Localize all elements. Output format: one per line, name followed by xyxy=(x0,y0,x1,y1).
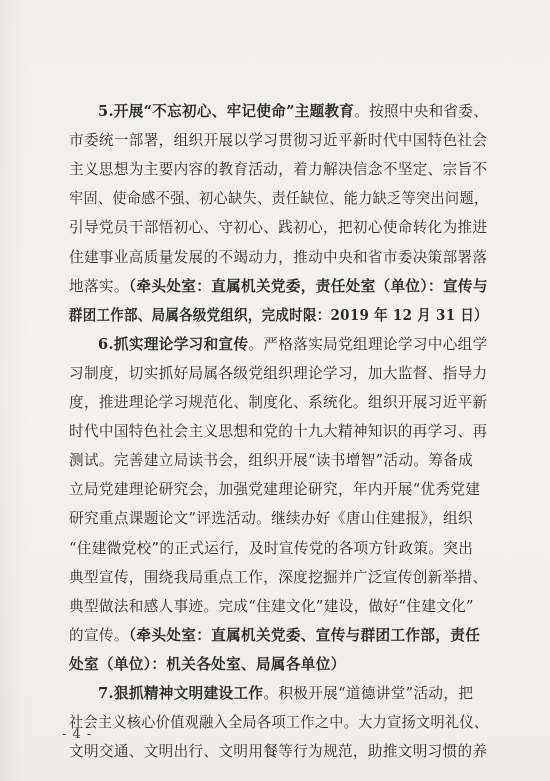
page-number: - 4 - xyxy=(62,727,93,742)
bold-text: 5.开展“不忘初心、牢记使命”主题教育 xyxy=(98,103,355,120)
section-6-line xyxy=(69,509,473,529)
section-6-line xyxy=(69,655,346,675)
section-7-line xyxy=(69,742,487,762)
section-5-line xyxy=(98,102,488,122)
body-text: 典型宣传，围绕我局重点工作，深度挖掘并广泛宣传创新举措、 xyxy=(69,568,488,586)
section-6-line xyxy=(69,597,474,617)
section-5-line xyxy=(69,131,487,151)
body-text: 文明交通、文明出行、文明用餐等行为规范，助推文明习惯的养 xyxy=(69,743,488,761)
body-text: 度，推进理论学习规范化、制度化、系统化。组织开展习近平新 xyxy=(69,394,488,411)
section-5-line xyxy=(69,277,488,297)
bold-text: 群团工作部、局属各级党组织，完成时限：2019 年 12 月 31 日） xyxy=(69,306,488,324)
body-text: 。积极开展“道德讲堂”活动，把 xyxy=(263,685,474,702)
scan-shadow xyxy=(0,0,28,781)
body-text: 测试。完善建立局读书会，组织开展“读书增智”活动。筹备成 xyxy=(69,452,474,470)
body-text: 立局党建理论研究会，加强党建理论研究，年内开展“优秀党建 xyxy=(69,481,481,499)
body-text: 的宣传。 xyxy=(69,626,129,644)
body-text: 住建事业高质量发展的不竭动力，推动中央和省市委决策部署落 xyxy=(69,248,488,266)
section-6-line xyxy=(98,335,488,355)
section-5-line xyxy=(69,248,487,268)
body-text: 主义思想为主要内容的教育活动，着力解决信念不坚定、宗旨不 xyxy=(69,161,488,179)
body-text: 习制度，切实抓好局属各级党组织理论学习，加大监督、指导力 xyxy=(69,364,488,382)
section-6-line xyxy=(69,451,473,471)
section-6-line xyxy=(69,539,473,559)
bold-text: 6.抓实理论学习和宣传 xyxy=(98,335,249,353)
section-6-line xyxy=(69,568,487,588)
section-7-line xyxy=(69,713,488,733)
body-text: 地落实。 xyxy=(69,277,129,295)
bold-text: （牵头处室：直属机关党委，责任处室（单位）：宣传与 xyxy=(128,277,488,295)
section-5-line xyxy=(69,189,488,209)
body-text: 引导党员干部悟初心、守初心、践初心，把初心使命转化为推进 xyxy=(69,219,488,237)
body-text: 社会主义核心价值观融入全局各项工作之中。大力宣扬文明礼仪、 xyxy=(69,714,489,732)
section-6-line xyxy=(69,393,487,413)
body-text: 牢固、使命感不强、初心缺失、责任缺位、能力缺乏等突出问题， xyxy=(69,190,489,208)
body-text: 时代中国特色社会主义思想和党的十九大精神知识的再学习、再 xyxy=(69,423,488,441)
body-text: 。按照中央和省委、 xyxy=(354,103,489,120)
body-text: 研究重点课题论文”评选活动。继续办好《唐山住建报》，组织 xyxy=(69,510,473,528)
section-5-line xyxy=(69,306,488,326)
section-6-line xyxy=(69,364,487,384)
section-5-line xyxy=(69,160,487,180)
section-7-line xyxy=(98,684,473,704)
bold-text: 7.狠抓精神文明建设工作 xyxy=(98,685,264,702)
section-6-line xyxy=(69,422,487,442)
bold-text: 处室（单位）：机关各处室、局属各单位） xyxy=(69,655,346,673)
body-text: 市委统一部署，组织开展以学习贯彻习近平新时代中国特色社会 xyxy=(69,132,488,150)
section-6-line xyxy=(69,626,480,646)
section-5-line xyxy=(69,218,487,238)
body-text: 典型做法和感人事迹。完成“住建文化”建设，做好“住建文化” xyxy=(69,597,474,615)
section-6-line xyxy=(69,480,480,500)
body-text: 。严格落实局党组理论学习中心组学 xyxy=(248,335,488,353)
bold-text: （牵头处室：直属机关党委、宣传与群团工作部，责任 xyxy=(128,626,481,644)
body-text: “住建微党校”的正式运行，及时宣传党的各项方针政策。突出 xyxy=(69,539,474,557)
